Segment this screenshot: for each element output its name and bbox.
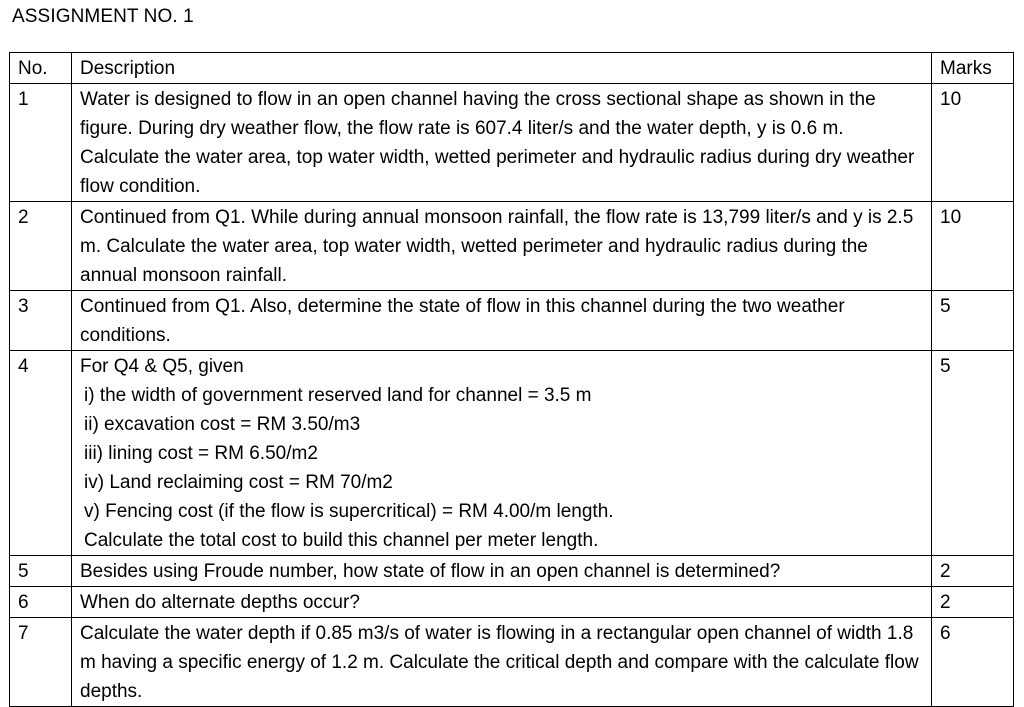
row-description: Besides using Froude number, how state of flow in an open channel is determined?: [72, 556, 932, 587]
table-header-row: [10, 53, 1014, 84]
header-description: Description: [72, 53, 932, 84]
row-marks: 6: [932, 618, 1014, 707]
row-number: 3: [10, 291, 72, 351]
header-marks: Marks: [932, 53, 1014, 84]
row-marks: 10: [932, 202, 1014, 291]
row-number: 2: [10, 202, 72, 291]
row-number: 6: [10, 587, 72, 618]
assignment-table: [9, 52, 1014, 707]
table-row: [10, 556, 1014, 587]
table-row: [10, 291, 1014, 351]
row-marks: 5: [932, 351, 1014, 556]
given-item: iv) Land reclaiming cost = RM 70/m2: [84, 472, 393, 493]
given-closing: Calculate the total cost to build this channel per meter length.: [84, 530, 599, 551]
table-row: [10, 84, 1014, 202]
row-description: Continued from Q1. While during annual monsoon rainfall, the flow rate is 13,799 liter/s and y is 2.5 m. Calculate the water area, top water width, wetted perimeter and hydraulic radius during the annual monsoon rainfall.: [72, 202, 932, 291]
row-description: [72, 351, 932, 556]
row-number: 5: [10, 556, 72, 587]
given-item: i) the width of government reserved land for channel = 3.5 m: [84, 385, 592, 406]
table-row: [10, 351, 1014, 556]
row-description: When do alternate depths occur?: [72, 587, 932, 618]
table-row: [10, 587, 1014, 618]
row-number: 1: [10, 84, 72, 202]
row-marks: 5: [932, 291, 1014, 351]
row-marks: 2: [932, 587, 1014, 618]
row-description: Water is designed to flow in an open channel having the cross sectional shape as shown in the figure. During dry weather flow, the flow rate is 607.4 liter/s and the water depth, y is 0.6 m. Calculate the water area, top water width, wetted perimeter and hydraulic radius during dry weather flow condition.: [72, 84, 932, 202]
assignment-title: ASSIGNMENT NO. 1: [12, 6, 194, 27]
given-item: ii) excavation cost = RM 3.50/m3: [84, 414, 361, 435]
header-no: No.: [10, 53, 72, 84]
row-marks: 2: [932, 556, 1014, 587]
table-row: [10, 618, 1014, 707]
table-row: [10, 202, 1014, 291]
row-description: Continued from Q1. Also, determine the state of flow in this channel during the two weather conditions.: [72, 291, 932, 351]
given-intro: For Q4 & Q5, given: [80, 356, 244, 377]
row-marks: 10: [932, 84, 1014, 202]
row-number: 4: [10, 351, 72, 556]
row-description: Calculate the water depth if 0.85 m3/s of water is flowing in a rectangular open channel of width 1.8 m having a specific energy of 1.2 m. Calculate the critical depth and compare with the calculate flow depths.: [72, 618, 932, 707]
given-item: iii) lining cost = RM 6.50/m2: [84, 443, 318, 464]
row-number: 7: [10, 618, 72, 707]
given-item: v) Fencing cost (if the flow is supercritical) = RM 4.00/m length.: [84, 501, 614, 522]
